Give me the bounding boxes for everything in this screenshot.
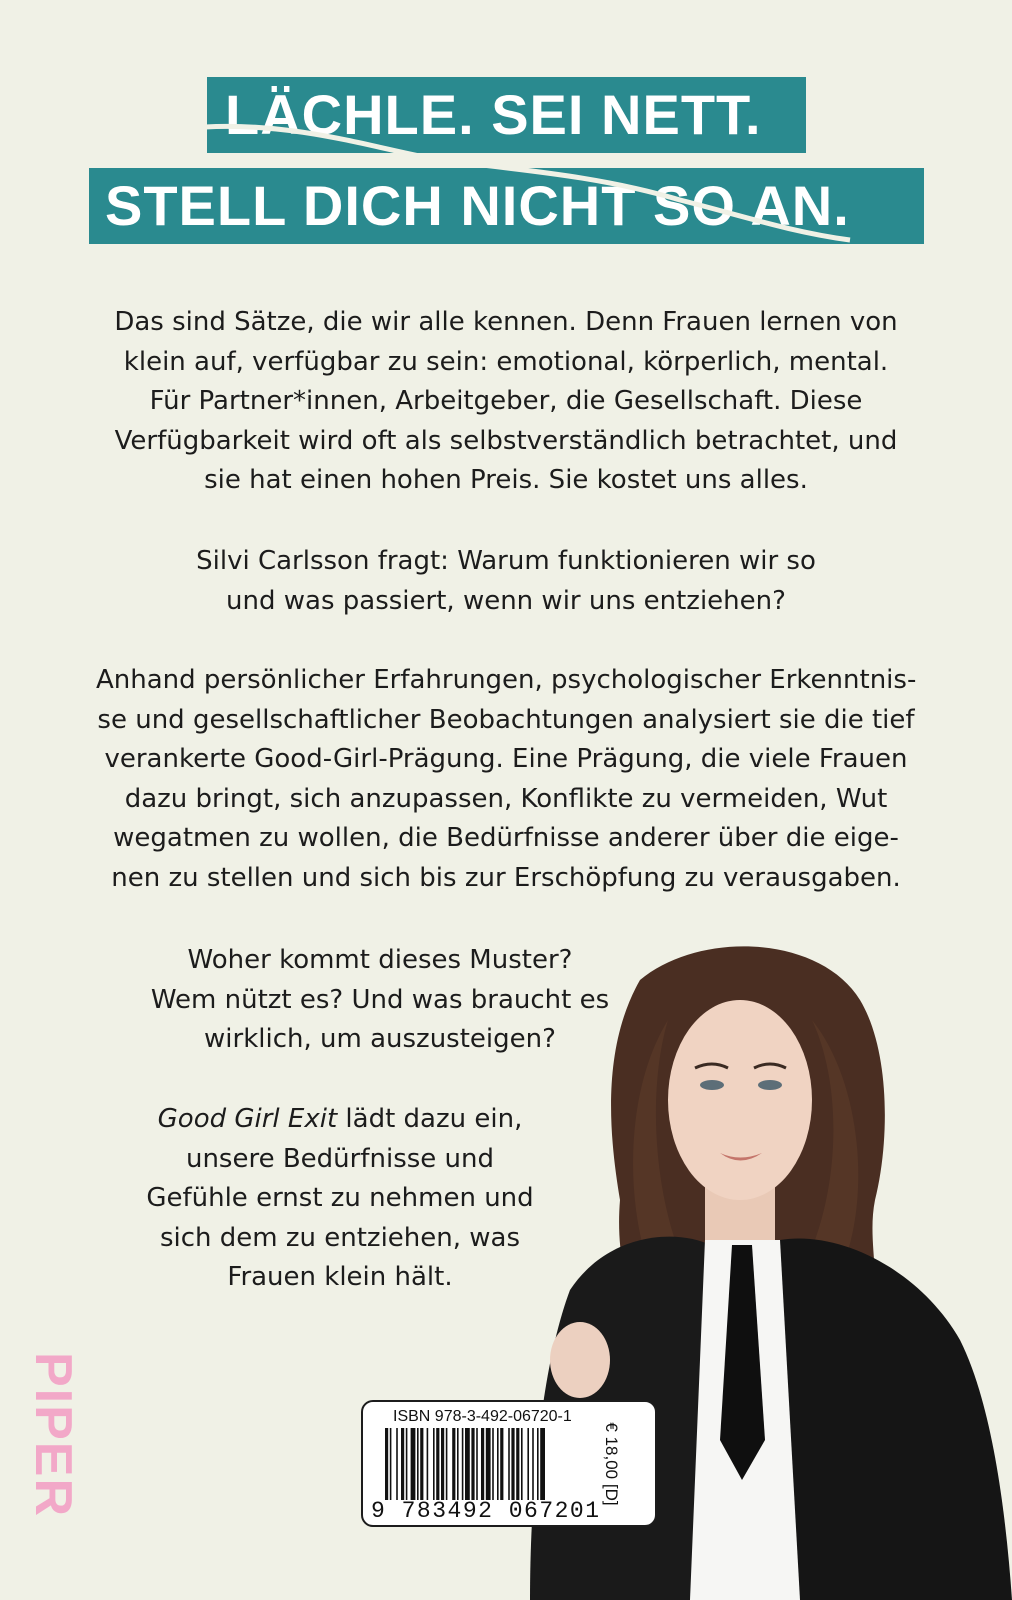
barcode-bar [465,1428,470,1500]
barcode-bar [516,1428,519,1500]
intro-paragraph [100,303,912,501]
barcode-bar [486,1428,491,1500]
barcode-bar [427,1428,429,1500]
barcode-bar [385,1428,388,1500]
publisher-logo [24,1345,82,1525]
text-line: Silvi Carlsson fragt: Warum funktionieren wir so [196,546,816,576]
barcode-bar [527,1428,529,1500]
barcode-bar [390,1428,392,1500]
barcode-bar [492,1428,494,1500]
publisher-name: PIPER [24,1351,82,1519]
barcode-bar [508,1428,510,1500]
question-paragraph [100,542,912,621]
analysis-paragraph [96,661,916,898]
tear-line-decoration [0,0,1012,260]
text-line: Woher kommt dieses Muster? [187,945,573,975]
headline-line-2: STELL DICH NICHT SO AN. [105,174,850,237]
text-line: Wem nützt es? Und was braucht es [150,984,610,1015]
text-line: se und gesellschaftlicher Beobachtungen analysiert sie die tief [97,704,915,735]
ean13-barcode-icon [385,1428,599,1500]
barcode-bar [481,1428,484,1500]
barcode-digits: 9 783492 067201 [371,1498,601,1524]
price-label: € 18,00 [D] [602,1422,621,1506]
isbn-label: ISBN 978-3-492-06720-1 [393,1408,572,1425]
text-line: Das sind Sätze, die wir alle kennen. Denn Frauen lernen von [114,307,898,337]
text-fragment: lädt dazu ein, [337,1104,523,1134]
barcode-bar [436,1428,439,1500]
barcode-bar [540,1428,545,1500]
text-line: sie hat einen hohen Preis. Sie kostet uns alles. [204,465,808,495]
barcode-bar [396,1428,398,1500]
barcode-bar [497,1428,499,1500]
text-line: dazu bringt, sich anzupassen, Konflikte zu vermeiden, Wut [124,783,888,814]
barcode-bar [420,1428,423,1500]
barcode-box [361,1400,657,1527]
text-line: nen zu stellen und sich bis zur Erschöpfung zu verausgaben. [111,862,901,893]
text-line: Anhand persönlicher Erfahrungen, psychologischer Erkenntnis- [96,665,917,695]
barcode-bar [500,1428,503,1500]
barcode-bar [411,1428,416,1500]
barcode-bar [462,1428,464,1500]
barcode-bar [471,1428,474,1500]
barcode-bar [433,1428,435,1500]
text-line: unsere Bedürfnisse und [185,1143,495,1174]
barcode-bar [417,1428,419,1500]
barcode-bar [521,1428,523,1500]
text-line: Für Partner*innen, Arbeitgeber, die Gesellschaft. Diese [149,386,863,416]
text-line: Verfügbarkeit wird oft als selbstverständlich betrachtet, und [114,425,898,456]
barcode-bar [441,1428,444,1500]
text-line: Frauen klein hält. [227,1262,453,1292]
text-line: wirklich, um auszusteigen? [204,1024,556,1054]
barcode-bar [401,1428,404,1500]
headline-line-1: LÄCHLE. SEI NETT. [225,83,762,146]
barcode-bar [406,1428,408,1500]
barcode-bar [452,1428,455,1500]
barcode-bar [511,1428,514,1500]
text-line: Gefühle ernst zu nehmen und [146,1183,534,1213]
text-line: wegatmen zu wollen, die Bedürfnisse anderer über die eige- [113,823,899,853]
barcode-bar [537,1428,539,1500]
barcode-bar [446,1428,448,1500]
book-title: Good Girl Exit [157,1104,338,1134]
text-line: und was passiert, wenn wir uns entziehen? [226,585,786,616]
text-line: sich dem zu entziehen, was [159,1222,521,1253]
barcode-bar [457,1428,459,1500]
barcode-bar [532,1428,534,1500]
text-line: klein auf, verfügbar zu sein: emotional, körperlich, mental. [123,346,889,377]
text-line: verankerte Good-Girl-Prägung. Eine Prägung, die viele Frauen [104,744,908,774]
barcode-bar [476,1428,478,1500]
